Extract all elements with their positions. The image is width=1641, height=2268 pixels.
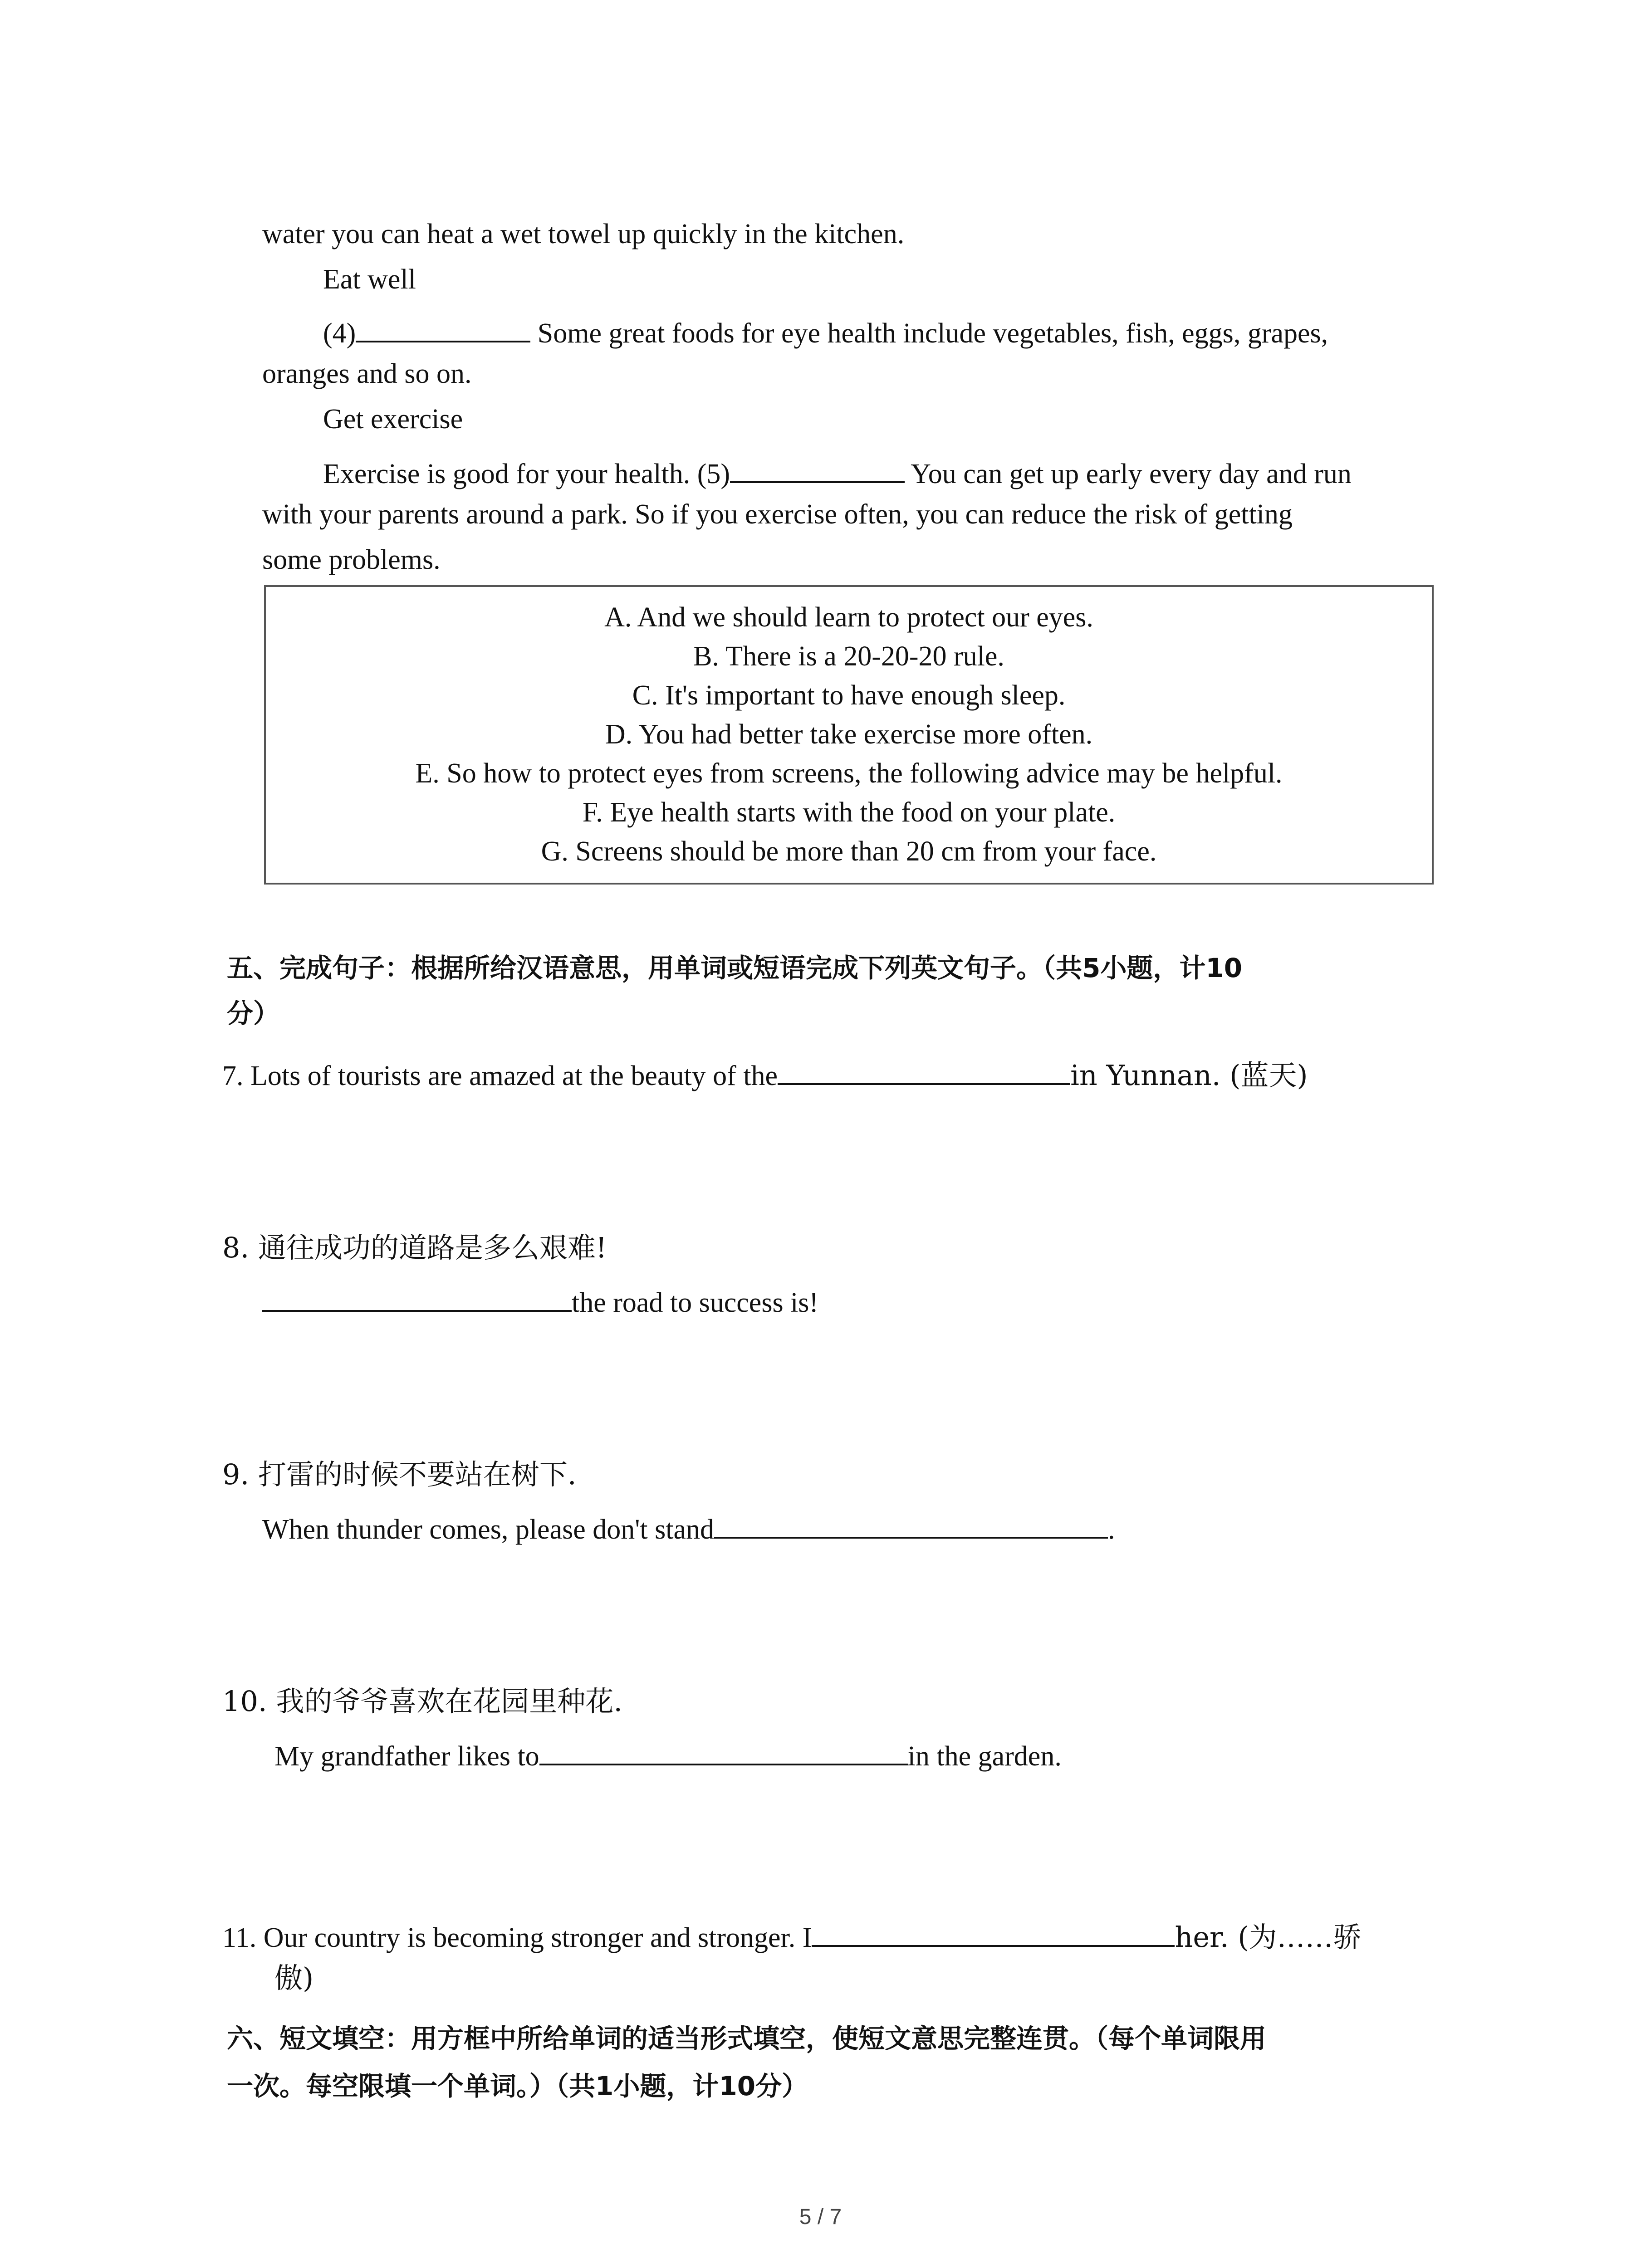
option-d: D. You had better take exercise more often. [605, 719, 1093, 750]
answer-blank-q11[interactable] [812, 1919, 1175, 1947]
question-8-answer-line [262, 1284, 818, 1317]
question-11-cont: 傲) [274, 1961, 314, 1994]
passage-line: oranges and so on. [262, 358, 472, 389]
chinese-prompt: 打雷的时候不要站在树下. [258, 1458, 577, 1491]
question-10-answer-line [274, 1737, 1062, 1770]
answer-blank-4[interactable] [356, 314, 530, 342]
passage-text: Exercise is good for your health. (5) [323, 459, 730, 489]
passage-line: some problems. [262, 544, 441, 575]
option-a: A. And we should learn to protect our eyes. [604, 602, 1093, 633]
question-10-prompt [222, 1687, 622, 1716]
question-9-prompt [222, 1458, 577, 1491]
question-text: the road to success is! [572, 1287, 819, 1318]
question-11 [222, 1919, 1362, 1952]
section-heading-cont: 一次。每空限填一个单词。）（共1小题，计10分） [227, 2071, 808, 2102]
section-heading: 六、短文填空：用方框中所给单词的适当形式填空，使短文意思完整连贯。（每个单词限用 [227, 2023, 1267, 2054]
subheading-get-exercise: Get exercise [323, 404, 463, 435]
chinese-prompt: 通往成功的道路是多么艰难! [258, 1231, 607, 1264]
question-number: 7. [222, 1061, 244, 1091]
question-text: . [1108, 1514, 1115, 1545]
option-e: E. So how to protect eyes from screens, the following advice may be helpful. [415, 758, 1283, 789]
question-8-prompt [222, 1231, 607, 1264]
passage-line: water you can heat a wet towel up quickly in the kitchen. [262, 219, 905, 249]
question-text: My grandfather likes to [274, 1741, 539, 1772]
option-f: F. Eye health starts with the food on your plate. [582, 797, 1116, 828]
answer-blank-q8[interactable] [262, 1284, 572, 1312]
question-number: 10. [222, 1685, 267, 1718]
page-number: 5 / 7 [799, 2205, 842, 2229]
question-text: Lots of tourists are amazed at the beauty of the [250, 1061, 778, 1091]
question-text: Our country is becoming stronger and stronger. I [263, 1922, 812, 1953]
option-c: C. It's important to have enough sleep. [632, 680, 1066, 711]
option-g: G. Screens should be more than 20 cm from your face. [541, 836, 1157, 867]
subheading-eat-well: Eat well [323, 264, 416, 295]
question-number: 8. [222, 1231, 250, 1264]
answer-blank-q9[interactable] [714, 1510, 1108, 1539]
question-text: her. (为……骄 [1175, 1921, 1362, 1954]
question-text: When thunder comes, please don't stand [262, 1514, 714, 1545]
question-number: 9. [222, 1458, 250, 1491]
section-heading: 五、完成句子：根据所给汉语意思，用单词或短语完成下列英文句子。（共5小题，计10 [227, 953, 1243, 983]
question-9-answer-line [262, 1510, 1115, 1544]
passage-text: Some great foods for eye health include vegetables, fish, eggs, grapes, [537, 318, 1328, 349]
section-heading-cont: 分） [227, 998, 280, 1029]
passage-line: with your parents around a park. So if you exercise often, you can reduce the risk of getting [262, 499, 1293, 530]
question-text: in the garden. [907, 1741, 1062, 1772]
option-b: B. There is a 20-20-20 rule. [693, 641, 1004, 672]
options-box [264, 585, 1434, 885]
answer-blank-q10[interactable] [539, 1737, 908, 1765]
question-7 [222, 1057, 1308, 1090]
passage-text: You can get up early every day and run [911, 459, 1352, 489]
passage-line-blank4 [323, 314, 1328, 347]
passage-line-blank5 [323, 455, 1352, 488]
blank-number: (4) [323, 318, 356, 349]
chinese-prompt: 我的爷爷喜欢在花园里种花. [276, 1685, 623, 1718]
answer-blank-5[interactable] [730, 455, 905, 483]
answer-blank-q7[interactable] [778, 1057, 1070, 1085]
question-text: in Yunnan. (蓝天) [1070, 1059, 1308, 1092]
question-number: 11. [222, 1922, 257, 1953]
